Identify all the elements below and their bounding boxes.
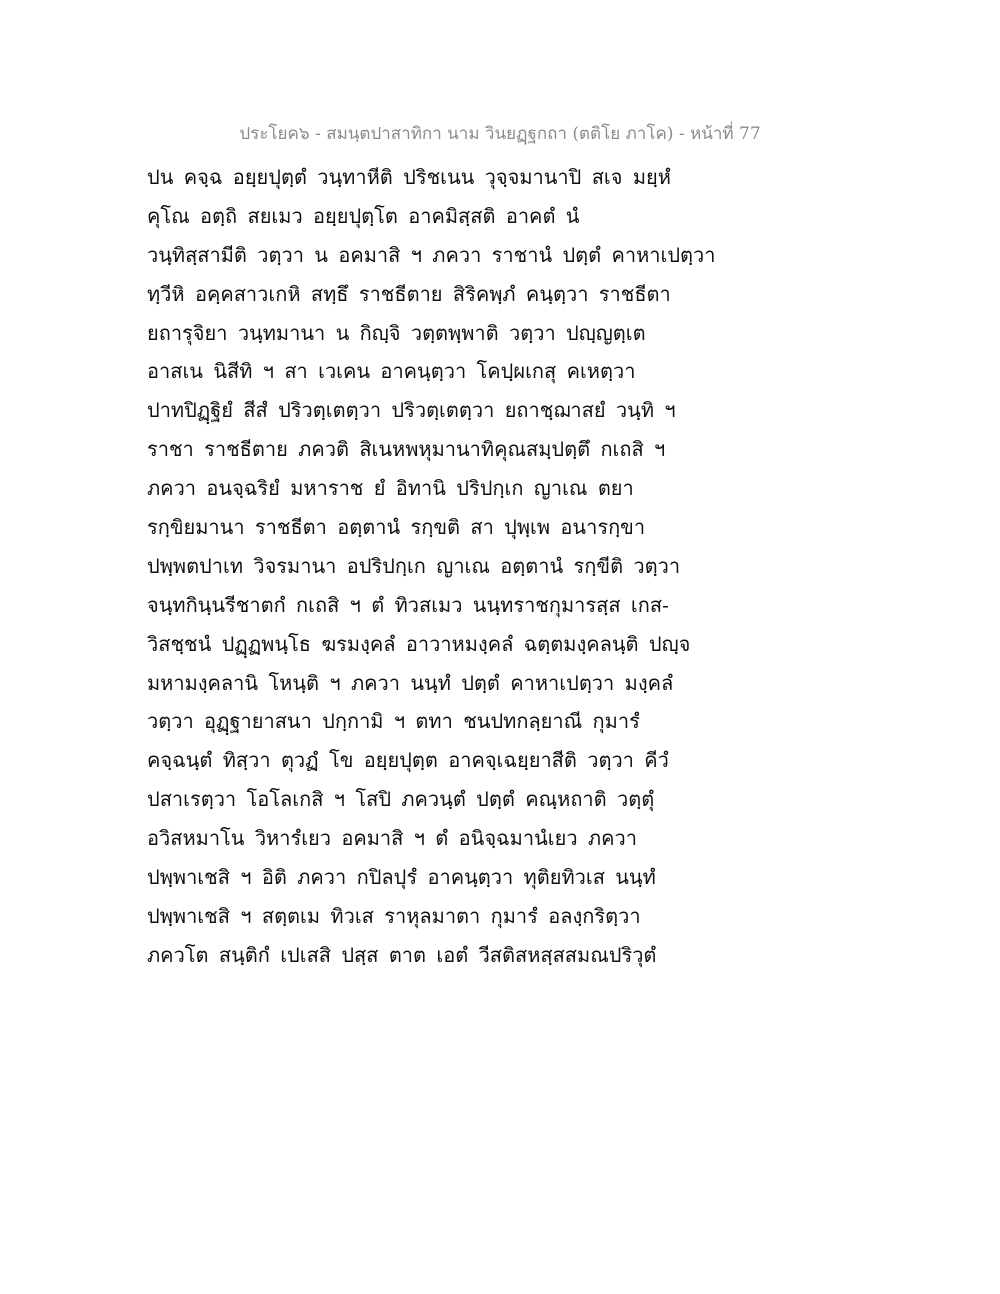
text-line: วิสชฺชนํ ปฏฺฏพนฺโธ ฆรมงฺคลํ อาวาหมงฺคลํ ฉตฺตมงฺคลนฺติ ปญฺจ <box>147 631 691 656</box>
text-line: วตฺวา อุฏฺฐายาสนา ปกฺกามิ ฯ ตทา ชนปทกลฺยาณี กุมารํ <box>147 709 640 734</box>
text-line: ภควโต สนฺติกํ เปเสสิ ปสฺส ตาต เอตํ วีสติสหสฺสสมณปริวุตํ <box>147 942 657 967</box>
body-text <box>147 158 867 975</box>
text-line: ปน คจฺฉ อยฺยปุตฺตํ วนฺทาหีติ ปริชเนน วุจฺจมานาปิ สเจ มยฺหํ <box>147 165 671 189</box>
text-line: ปสาเรตฺวา โอโลเกสิ ฯ โสปิ ภควนฺตํ ปตฺตํ คณฺหถาติ วตฺตุํ <box>147 787 655 812</box>
text-line: อาสเน นิสีทิ ฯ สา เวเคน อาคนฺตฺวา โคปฺผเกสุ คเหตฺวา <box>147 359 636 384</box>
text-line: ปพฺพาเชสิ ฯ สตฺตเม ทิวเส ราหุลมาตา กุมารํ อลงฺกริตฺวา <box>147 903 641 928</box>
text-line: คุโณ อตฺถิ สยเมว อยฺยปุตฺโต อาคมิสฺสติ อาคตํ นํ <box>147 203 580 228</box>
text-line: ปพฺพาเชสิ ฯ อิติ ภควา กปิลปุรํ อาคนฺตฺวา ทุติยทิวเส นนฺทํ <box>147 865 656 890</box>
text-line: ยถารุจิยา วนฺทมานา น กิญฺจิ วตฺตพฺพาติ วตฺวา ปญฺญตฺเต <box>147 320 646 345</box>
text-line: ปพฺพตปาเท วิจรมานา อปริปกฺเก ญาเณ อตฺตานํ รกฺขีติ วตฺวา <box>147 553 681 578</box>
text-line: วนฺทิสฺสามีติ วตฺวา น อคมาสิ ฯ ภควา ราชานํ ปตฺตํ คาหาเปตฺวา <box>147 242 716 267</box>
text-line: ปาทปิฏฺฐิยํ สีสํ ปริวตฺเตตฺวา ปริวตฺเตตฺวา ยถาชฺฌาสยํ วนฺทิ ฯ <box>147 398 676 423</box>
page-header: ประโยค๖ - สมนฺตปาสาทิกา นาม วินยฏฺฐกถา (ตติโย ภาโค) - หน้าที่ 77 <box>239 124 761 144</box>
text-line: รกฺขิยมานา ราชธีตา อตฺตานํ รกฺขติ สา ปุพฺเพ อนารกฺขา <box>147 515 646 540</box>
text-line: คจฺฉนฺตํ ทิสฺวา ตุวฏํ โข อยฺยปุตฺต อาคจฺเฉยฺยาสีติ วตฺวา คีวํ <box>147 748 669 773</box>
text-line: ภควา อนจฺฉริยํ มหาราช ยํ อิทานิ ปริปกฺเก ญาเณ ตยา <box>147 476 634 501</box>
text-line: มหามงฺคลานิ โหนฺติ ฯ ภควา นนฺทํ ปตฺตํ คาหาเปตฺวา มงฺคลํ <box>147 670 674 695</box>
text-line: ทฺวีหิ อคฺคสาวเกหิ สทฺธึ ราชธีตาย สิริคพฺภํ คนฺตฺวา ราชธีตา <box>147 281 671 306</box>
text-line: ราชา ราชธีตาย ภควติ สิเนหพหุมานาทิคุณสมฺปตฺตึ กเถสิ ฯ <box>147 437 666 462</box>
text-line: อวิสหมาโน วิหารํเยว อคมาสิ ฯ ตํ อนิจฺฉมานํเยว ภควา <box>147 826 637 851</box>
text-line: จนฺทกินฺนรีชาตกํ กเถสิ ฯ ตํ ทิวสเมว นนฺทราชกุมารสฺส เกส- <box>147 592 669 617</box>
